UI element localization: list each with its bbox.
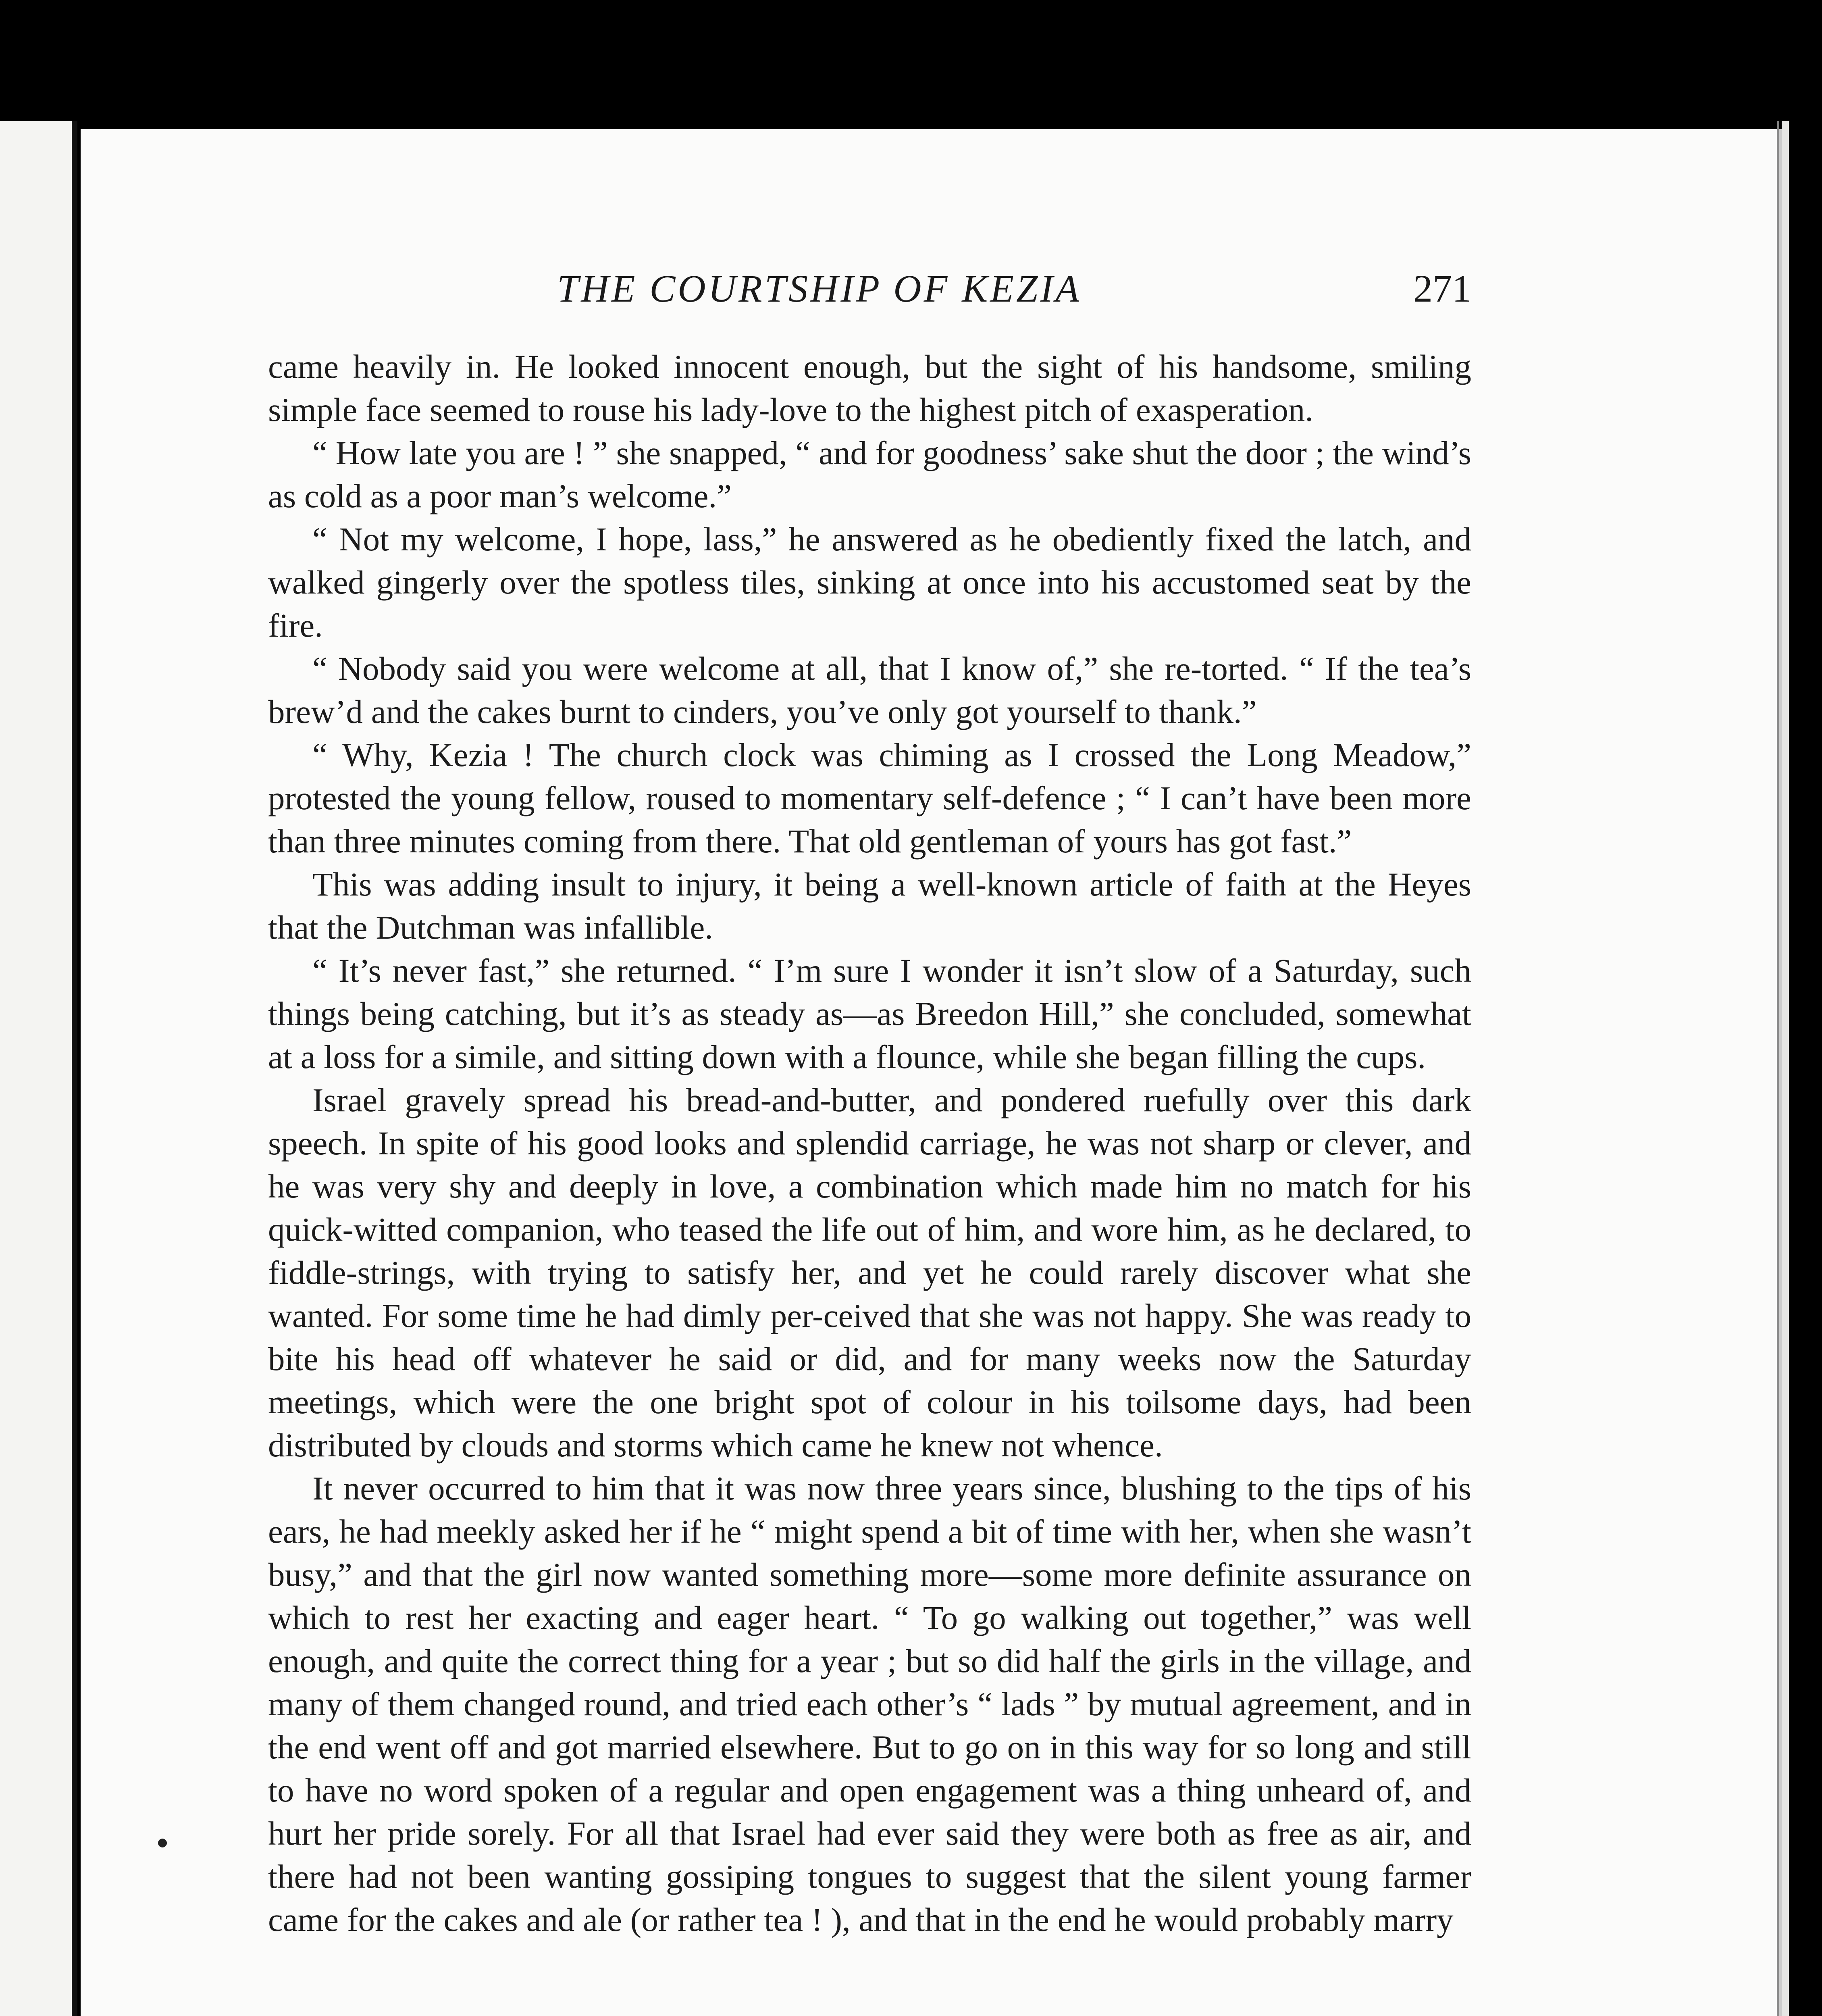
page-right-edge <box>1782 121 1789 2016</box>
previous-page-edge <box>0 121 73 2016</box>
paragraph: “ Not my welcome, I hope, lass,” he answered as he obediently fixed the latch, and walked gingerly over the spotless tiles, sinking at once into his accustomed seat by the fire. <box>268 521 1471 644</box>
page-number: 271 <box>1413 267 1471 310</box>
paragraph: “ Nobody said you were welcome at all, that I know of,” she re-torted. “ If the tea’s brew’d and the cakes burnt to cinders, you’ve only got yourself to thank.” <box>268 650 1471 730</box>
paragraph: “ How late you are ! ” she snapped, “ and for goodness’ sake shut the door ; the wind’s as cold as a poor man’s welcome.” <box>268 434 1472 514</box>
paragraph: “ It’s never fast,” she returned. “ I’m sure I wonder it isn’t slow of a Saturday, such things being catching, but it’s as steady as—as Breedon Hill,” she concluded, somewhat at a loss for a simile, and sitting down with a flounce, while she began filling the cups. <box>268 952 1471 1075</box>
running-header <box>189 266 1471 319</box>
paragraph: “ Why, Kezia ! The church clock was chiming as I crossed the Long Meadow,” protested the young fellow, roused to momentary self-defence ; “ I can’t have been more than three minutes coming from there. That old gentleman of yours has got fast.” <box>268 736 1471 860</box>
margin-mark <box>158 1839 167 1847</box>
paragraph: It never occurred to him that it was now three years since, blushing to the tips of his ears, he had meekly asked her if he “ might spend a bit of time with her, when she wasn’t busy,” and that the girl now wanted something more—some more definite assurance on which to rest her exacting and eager heart. “ To go walking out together,” was well enough, and quite the correct thing for a year ; but so did half the girls in the village, and many of them changed round, and tried each other’s “ lads ” by mutual agreement, and in the end went off and got married elsewhere. But to go on in this way for so long and still to have no word spoken of a regular and open engagement was a thing unheard of, and hurt her pride sorely. For all that Israel had ever said they were both as free as air, and there had not been wanting gossiping tongues to suggest that the silent young farmer came for the cakes and ale (or rather tea ! ), and that in the end he would probably marry <box>268 1470 1471 1938</box>
body-text <box>268 345 1471 1941</box>
paragraph: came heavily in. He looked innocent enough, but the sight of his handsome, smiling simple face seemed to rouse his lady-love to the highest pitch of exasperation. <box>268 348 1471 428</box>
binding-line <box>72 121 77 2016</box>
page-edge-shadow <box>1777 121 1779 2016</box>
paragraph: This was adding insult to injury, it being a well-known article of faith at the Heyes that the Dutchman was infallible. <box>268 866 1471 946</box>
running-title: THE COURTSHIP OF KEZIA <box>557 267 1082 310</box>
paragraph: Israel gravely spread his bread-and-butter, and pondered ruefully over this dark speech. In spite of his good looks and splendid carriage, he was not sharp or clever, and he was very shy and deeply in love, a combination which made him no match for his quick-witted companion, who teased the life out of him, and wore him, as he declared, to fiddle-strings, with trying to satisfy her, and yet he could rarely discover what she wanted. For some time he had dimly per-ceived that she was not happy. She was ready to bite his head off whatever he said or did, and for many weeks now the Saturday meetings, which were the one bright spot of colour in his toilsome days, had been distributed by clouds and storms which came he knew not whence. <box>268 1081 1471 1464</box>
